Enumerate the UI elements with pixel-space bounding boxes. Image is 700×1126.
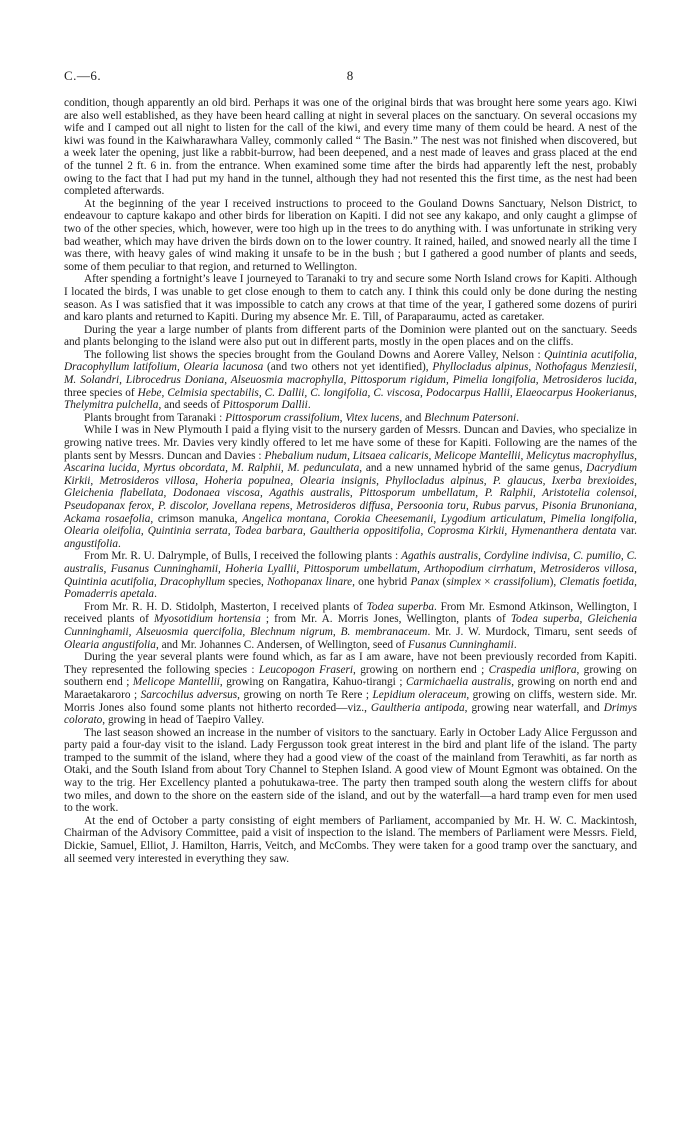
text-run: ; from Mr. A. Morris Jones, Wellington, plants of — [260, 613, 511, 626]
text-run: , growing near waterfall, and — [464, 701, 604, 714]
italic-species-name: Drimys colorato — [64, 701, 637, 727]
italic-species-name: crassifolium — [493, 575, 550, 588]
italic-species-name: Olearia angustifolia — [64, 638, 156, 651]
italic-species-name: Agathis australis, Cordyline indivisa, C. pumilio, C. australis, Fusanus Cunninghamii, Hoheria Lyallii, Pittosporum umbellatum, Arthopodium cirrhatum, Metrosideros villosa, Quintinia acutifolia, Dracophyllum — [64, 550, 637, 588]
text-run: From Mr. R. H. D. Stidolph, Masterton, I received plants of — [84, 600, 367, 613]
text-run: From Mr. R. U. Dalrymple, of Bulls, I received the following plants : — [84, 550, 402, 563]
text-run: , and seeds of — [158, 399, 223, 412]
text-run: and — [402, 411, 425, 424]
document-reference: C.—6. — [64, 68, 102, 83]
text-run: species, — [225, 575, 268, 588]
text-run: ), — [549, 575, 560, 588]
text-run: var. — [616, 525, 637, 538]
italic-species-name: Phyllocladus alpinus, Nothofagus Menziesii, M. Solandri, Librocedrus Doniana, Alseuosmia macrophylla, Pittosporum rigidum, Pimelia longifolia, Metrosideros lucida, — [64, 361, 637, 387]
italic-species-name: Clematis foetida, Pomaderris apetala — [64, 575, 637, 601]
text-run: , growing on north Te Rere ; — [237, 688, 373, 701]
page-header — [64, 68, 636, 84]
text-run: During the year several plants were found which, as far as I am aware, have not been previously recorded from Kapiti. They represented the following species : — [64, 651, 637, 676]
italic-species-name: Todea superba — [366, 600, 434, 613]
italic-species-name: Craspedia uniflora — [488, 663, 577, 676]
paragraph — [64, 273, 637, 323]
text-run: and a new unnamed hybrid of the same genus, — [362, 462, 587, 475]
text-run: . — [154, 588, 157, 601]
italic-species-name: Leucopogon Fraseri — [258, 663, 354, 676]
italic-species-name: Pittosporum crassifolium, Vitex lucens, — [225, 411, 403, 424]
paragraph — [64, 815, 637, 865]
page-number: 8 — [346, 68, 354, 83]
paragraph — [64, 727, 637, 815]
paragraph — [64, 550, 637, 600]
italic-species-name: Fusanus Cunninghamii — [408, 638, 514, 651]
text-run: , and Mr. Johannes C. Andersen, of Wellington, seed of — [155, 638, 409, 651]
text-run: , growing on cliffs, western side. Mr. Morris Jones also found some plants not hitherto recorded—viz., — [64, 688, 637, 714]
text-run: . — [307, 399, 311, 412]
paragraph — [64, 651, 637, 727]
text-run: condition, though apparently an old bird. Perhaps it was one of the original birds that was brought here some years ago. Kiwi are also well established, as they have been heard calling at night in several places on the sanctuary. On several occasions my wife and I camped out all night to listen for the call of the kiwi, and every time many of them could be heard. A nest of the kiwi was found in the Kaiwharawhara Valley, commonly called “ The Basin.” The nest was not finished when discovered, but a week later the opening, just like a rabbit-burrow, had been deepened, and a nest made of leaves and grass placed at the end of the tunnel 2 ft. 6 in. from the entrance. When examined some time after the birds had apparently left the nest, probably owing to the fact that I had put my hand in the tunnel, although they had not resented this the first time, as the nest had been completed afterwards. — [64, 97, 637, 198]
text-run: At the beginning of the year I received instructions to proceed to the Gouland Downs Sanctuary, Nelson District, to endeavour to capture kakapo and other birds for liberation on Kapiti. I did not see any kakapo, and only caught a glimpse of two of the other species, which, however, were too high up in the trees to do anything with. I was unfortunate in striking very bad weather, which may have driven the birds down on to the lower country. It rained, hailed, and snowed nearly all the time I was there, with heavy gales of wind making it unsafe to be in the bush ; but I gathered a good number of plants and seeds, some of them peculiar to that region, and returned to Wellington. — [64, 197, 637, 273]
text-run: . From Mr. Esmond Atkinson, Wellington, I received plants of — [64, 600, 637, 626]
italic-species-name: angustifolia — [64, 537, 118, 550]
italic-species-name: Panax — [410, 575, 440, 588]
text-run: . — [513, 638, 517, 651]
paragraph — [64, 349, 637, 412]
text-run: . — [516, 411, 519, 424]
text-run: , growing on southern end ; — [64, 663, 637, 689]
text-run: During the year a large number of plants from different parts of the Dominion were planted out on the sanctuary. Seeds and plants belonging to the island were also put out in different parts, mostly in the open places and on the cliffs. — [64, 323, 637, 349]
italic-species-name: Dacrydium Kirkii, Metrosideros villosa, Hoheria populnea, Olearia insignis, Phyllocladus alpinus, P. glaucus, Ixerba brexioides, Gleichenia flabellata, Dodonaea viscosa, Agathis australis, Pittosporum umbellatum, P. Ralphii, Aristotelia colensoi, Pseudopanax ferox, P. discolor, Jovellana repens, Metrosideros diffusa, Persoonia toru, Rubus parvus, Pisonia Brunoniana, Ackama rosaefolia, — [64, 462, 637, 525]
italic-species-name: Lepidium oleraceum — [372, 688, 467, 701]
paragraph — [64, 324, 637, 349]
italic-species-name: Todea superba, Gleichenia Cunninghamii, Alseuosmia quercifolia, Blechnum nigrum, B. membranaceum — [64, 613, 638, 638]
paragraph — [64, 97, 637, 198]
italic-species-name: Phebalium nudum, Litsaea calicaris, Melicope Mantellii, Melicytus macrophyllus, Ascarina lucida, Myrtus obcordata, M. Ralphii, M. pedunculata, — [64, 449, 637, 475]
text-run: one hybrid — [354, 575, 411, 588]
text-run: , growing on north end and Maraetakaroro ; — [64, 676, 638, 701]
text-run: The last season showed an increase in the number of visitors to the sanctuary. Early in October Lady Alice Fergusson and party paid a four-day visit to the island. Lady Fergusson took great interest in the bird and plant life of the island. The party tramped to the summit of the island, where they had a good view of the coast of the mainland from Terawhiti, as far north as Otaki, and the South Island from about Tory Channel to Stephen Island. A good view of Mount Egmont was obtained. On the way to the trig. Her Excellency planted a pohutukawa-tree. The party then tramped south along the western cliffs for about two miles, and down to the shore on the eastern side of the island, and out by the waterfall—a hard tramp even for men used to the work. — [64, 726, 637, 815]
paragraph — [64, 412, 637, 425]
text-run: , growing in head of Taepiro Valley. — [102, 714, 265, 727]
italic-species-name: Blechnum Patersoni — [424, 411, 517, 424]
italic-species-name: Nothopanax linare, — [267, 575, 355, 588]
italic-species-name: Gaultheria antipoda — [370, 701, 465, 714]
italic-species-name: simplex — [446, 575, 481, 588]
italic-species-name: Carmichaelia australis — [405, 676, 512, 689]
text-run: (and two others not yet identified), — [263, 361, 433, 374]
text-run: Plants brought from Taranaki : — [84, 411, 226, 424]
text-run: . — [117, 537, 121, 550]
paragraph — [64, 601, 637, 651]
italic-species-name: Myosotidium hortensia — [153, 613, 261, 626]
body-text — [64, 97, 637, 865]
text-run: At the end of October a party consisting of eight members of Parliament, accompanied by Mr. H. W. C. Mackintosh, Chairman of the Advisory Committee, paid a visit of inspection to the island. The members of Parliament were Messrs. Field, Dickie, Samuel, Elliot, J. Hamilton, Harris, Veitch, and McCombs. They were taken for a good tramp over the sanctuary, and all seemed very interested in everything they saw. — [64, 814, 637, 865]
italic-species-name: Hebe, Celmisia spectabilis, C. Dallii, C. longifolia, C. viscosa, Podocarpus Hallii, Elaeocarpus Hookerianus, Thelymitra pulchella — [64, 386, 637, 412]
text-run: crimson manuka, — [153, 512, 243, 525]
text-run: , growing on Rangatira, Kahuo-tirangi ; — [219, 676, 406, 689]
text-run: . Mr. J. W. Murdock, Timaru, sent seeds of — [427, 625, 637, 638]
italic-species-name: Melicope Mantellii — [132, 676, 220, 689]
text-run: After spending a fortnight’s leave I journeyed to Taranaki to try and secure some North Island crows for Kapiti. Although I located the birds, I was unable to get close enough to them to catch any. I think this could only be done during the nesting season. As I was satisfied that it was impossible to catch any crows at that time of the year, I gathered some dozens of puriri and karo plants and returned to Kapiti. During my absence Mr. E. Till, of Paraparaumu, acted as caretaker. — [64, 273, 637, 324]
text-run: three species of — [64, 386, 138, 399]
italic-species-name: Angelica montana, Corokia Cheesemanii, Lygodium articulatum, Pimelia longifolia, Olearia oleifolia, Quintinia serrata, Todea barbara, Gaultheria oppositifolia, Coprosma Kirkii, Hymenanthera dentata — [64, 512, 637, 538]
text-run: × — [480, 575, 494, 588]
text-run: , growing on northern end ; — [353, 663, 489, 676]
italic-species-name: Pittosporum Dallii — [222, 399, 308, 412]
paragraph — [64, 198, 637, 274]
italic-species-name: Sarcochilus adversus — [140, 688, 238, 701]
italic-species-name: Quintinia acutifolia, Dracophyllum latifolium, Olearia lacunosa — [64, 348, 637, 374]
text-run: The following list shows the species brought from the Gouland Downs and Aorere Valley, Nelson : — [84, 348, 545, 361]
paragraph — [64, 424, 637, 550]
text-run: While I was in New Plymouth I paid a flying visit to the nursery garden of Messrs. Duncan and Davies, who specialize in growing native trees. Mr. Davies very kindly offered to let me have some of these for Kapiti. Following are the names of the plants sent by Messrs. Duncan and Davies : — [64, 424, 637, 462]
text-run: ( — [439, 575, 447, 588]
